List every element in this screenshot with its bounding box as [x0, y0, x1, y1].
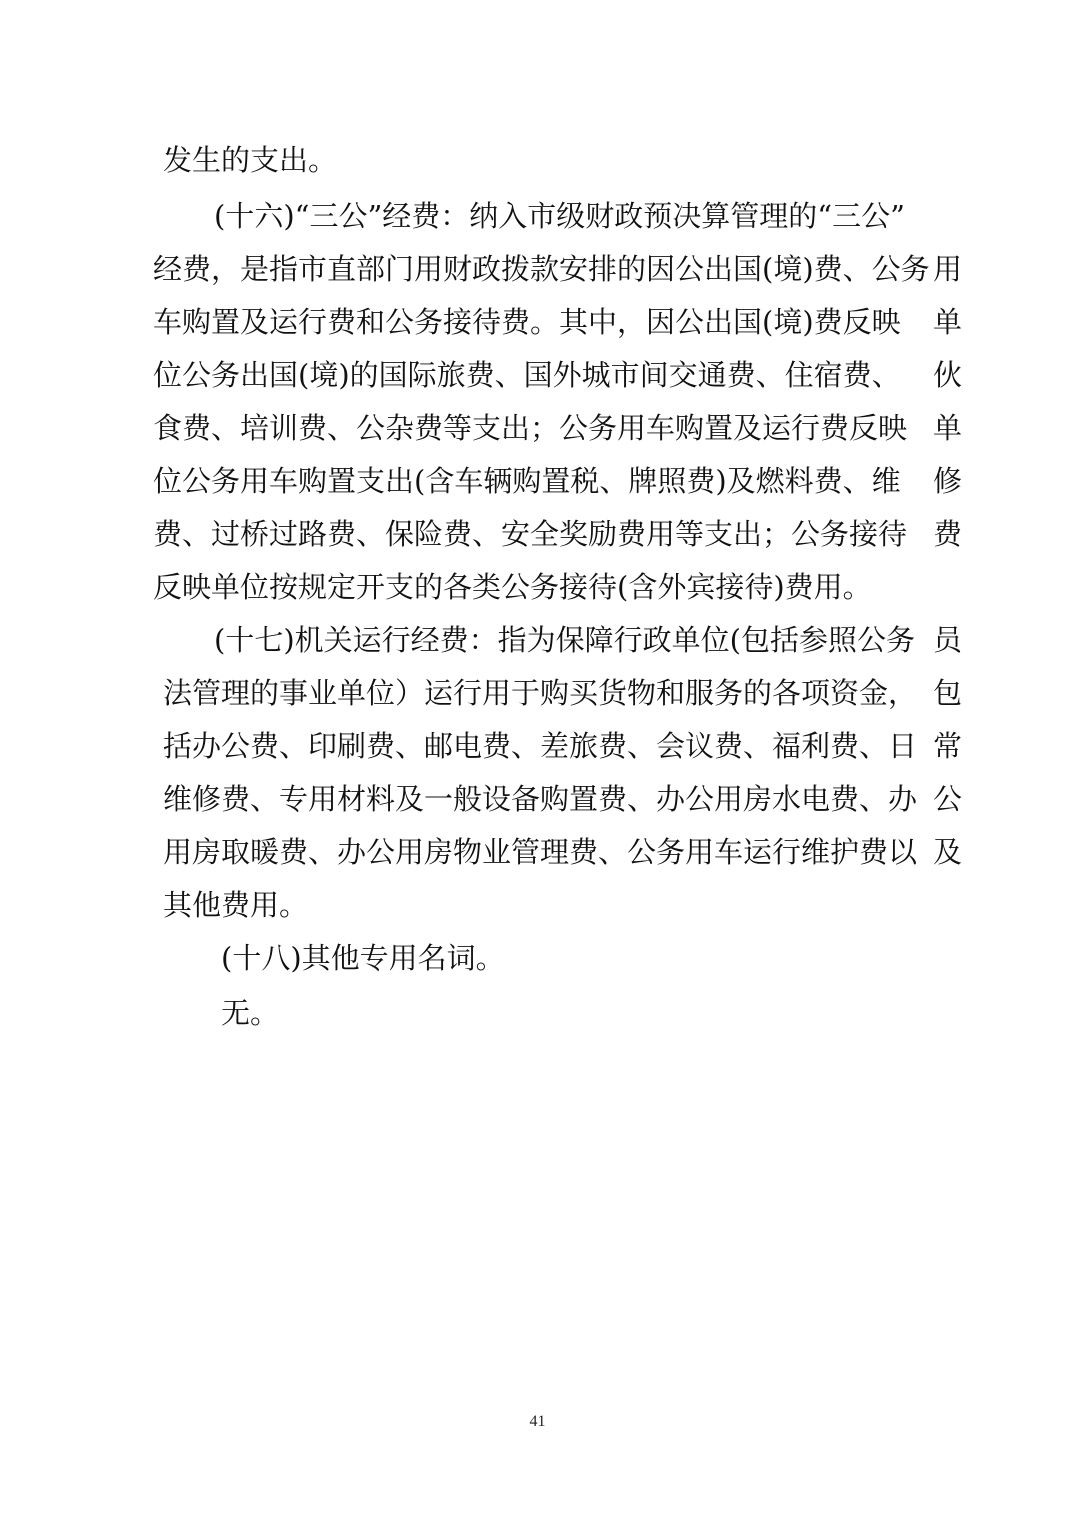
line-text: 经费，是指市直部门用财政拨款安排的因公出国(境)费、公务	[153, 252, 930, 286]
line-text: (十八)其他专用名词。	[221, 941, 505, 975]
page-number: 41	[529, 1413, 546, 1430]
line-text: 位公务出国(境)的国际旅费、国外城市间交通费、住宿费、	[153, 358, 901, 392]
line-tail: 及	[933, 835, 963, 869]
line-tail: 员	[933, 623, 963, 657]
line-text: (十六)“三公”经费：纳入市级财政预决算管理的“三公”	[214, 199, 905, 233]
text-line	[0, 938, 1075, 978]
text-line	[0, 620, 1075, 660]
line-tail: 费	[933, 517, 963, 551]
text-line	[0, 461, 1075, 501]
line-text: 维修费、专用材料及一般设备购置费、办公用房水电费、办	[163, 782, 918, 816]
line-text: 位公务用车购置支出(含车辆购置税、牌照费)及燃料费、维	[153, 464, 901, 498]
line-tail: 修	[933, 464, 963, 498]
line-text: (十七)机关运行经费：指为保障行政单位(包括参照公务	[214, 623, 915, 657]
text-line	[0, 567, 1075, 607]
line-text: 用房取暖费、办公用房物业管理费、公务用车运行维护费以	[163, 835, 918, 869]
line-text: 其他费用。	[163, 888, 309, 922]
text-line	[0, 885, 1075, 925]
line-text: 无。	[221, 996, 280, 1030]
line-text: 费、过桥过路费、保险费、安全奖励费用等支出；公务接待	[153, 517, 908, 551]
line-text: 车购置及运行费和公务接待费。其中，因公出国(境)费反映	[153, 305, 901, 339]
text-line	[0, 196, 1075, 236]
text-line	[0, 302, 1075, 342]
line-text: 括办公费、印刷费、邮电费、差旅费、会议费、福利费、日	[163, 729, 918, 763]
text-line	[0, 832, 1075, 872]
line-tail: 常	[933, 729, 963, 763]
line-text: 食费、培训费、公杂费等支出；公务用车购置及运行费反映	[153, 411, 908, 445]
line-tail: 公	[933, 782, 963, 816]
line-tail: 包	[933, 676, 963, 710]
text-line	[0, 355, 1075, 395]
line-text: 法管理的事业单位）运行用于购买货物和服务的各项资金，	[163, 676, 918, 710]
text-line	[0, 140, 1075, 180]
text-line	[0, 779, 1075, 819]
line-tail: 伙	[933, 358, 963, 392]
text-line	[0, 408, 1075, 448]
line-text: 反映单位按规定开支的各类公务接待(含外宾接待)费用。	[153, 570, 872, 604]
text-line	[0, 514, 1075, 554]
text-line	[0, 249, 1075, 289]
line-tail: 用	[933, 252, 963, 286]
line-text: 发生的支出。	[163, 143, 338, 177]
text-line	[0, 726, 1075, 766]
line-tail: 单	[933, 305, 963, 339]
text-line	[0, 993, 1075, 1033]
text-line	[0, 673, 1075, 713]
line-tail: 单	[933, 411, 963, 445]
